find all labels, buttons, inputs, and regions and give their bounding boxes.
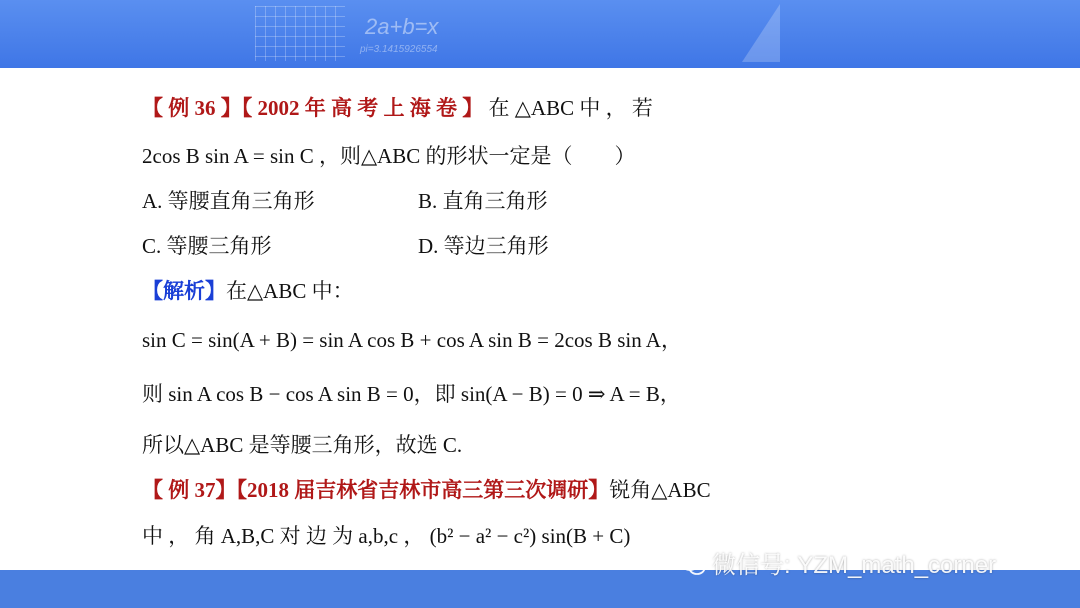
option-c: C. 等腰三角形 [142, 234, 272, 258]
conclusion: 所以△ABC 是等腰三角形，故选 C. [142, 433, 463, 457]
example-36-question: 2cos B sin A = sin C ，则△ABC 的形状一定是（ ） [142, 144, 636, 168]
equation-2: 则 sin A cos B − cos A sin B = 0，即 sin(A − B) = 0 ⇒ A = B， [142, 382, 681, 406]
analysis-intro: 在△ABC 中： [226, 279, 354, 303]
decorative-formula: 2a+b=x [365, 14, 439, 39]
example-37-tag: 【 例 37】 [142, 478, 237, 502]
wechat-icon [680, 554, 706, 574]
example-36-source: 【 2002 年 高 考 上 海 卷 】 [241, 96, 484, 120]
decorative-grid [255, 6, 345, 61]
option-d: D. 等边三角形 [418, 234, 549, 258]
analysis-heading [142, 275, 354, 305]
decorative-pi: pi=3.1415926554 [360, 44, 438, 55]
option-a: A. 等腰直角三角形 [142, 189, 315, 213]
example-37-heading [142, 474, 711, 504]
example-36-heading [142, 92, 653, 122]
watermark-text: 微信号: YZM_math_corner [712, 552, 997, 579]
watermark [680, 545, 996, 580]
example-37-source: 【2018 届吉林省吉林市高三第三次调研】 [236, 478, 610, 502]
decorative-triangle-ruler [742, 4, 780, 62]
example-37-question: 中 ， 角 A,B,C 对 边 为 a,b,c ， (b² − a² − c²) sin(B + C) [142, 524, 631, 548]
analysis-tag: 【解析】 [142, 279, 226, 303]
example-36-tag: 【 例 36 】 [142, 96, 242, 120]
header-banner [0, 0, 1080, 68]
example-36-line1-tail: 在 △ABC 中 ， 若 [483, 96, 653, 120]
option-b: B. 直角三角形 [418, 189, 548, 213]
equation-1: sin C = sin(A + B) = sin A cos B + cos A sin B = 2cos B sin A， [142, 328, 682, 352]
example-37-line1-tail: 锐角△ABC [609, 478, 711, 502]
